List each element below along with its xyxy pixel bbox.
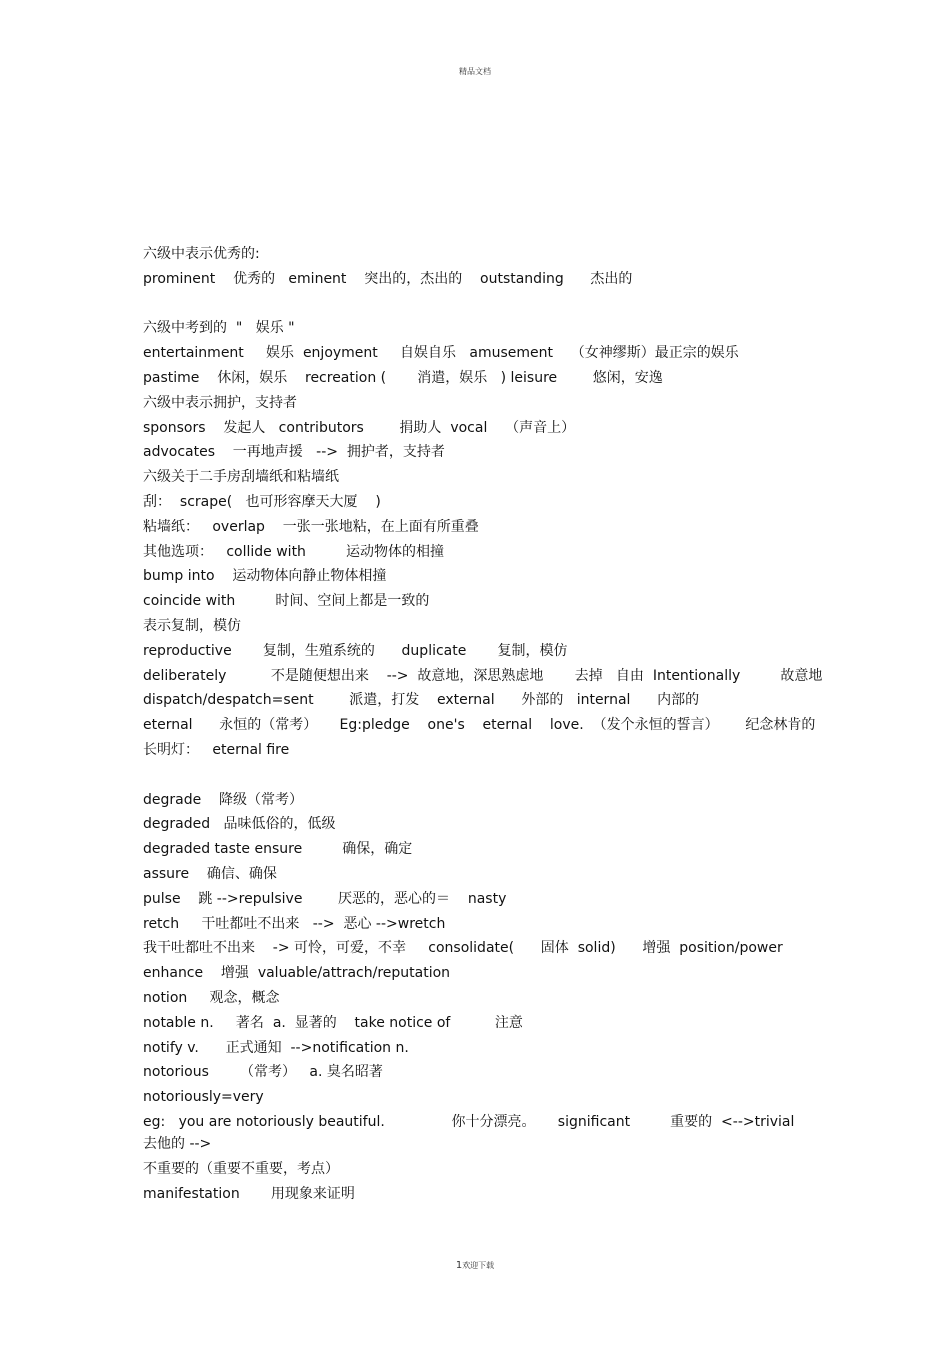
text-line: 六级关于二手房刮墙纸和粘墙纸 xyxy=(143,469,339,486)
text-line: reproductive 复制，生殖系统的 duplicate 复制，模仿 xyxy=(143,642,568,659)
text-line: deliberately 不是随便想出来 --> 故意地，深思熟虑地 去掉 自由 Intentionally 故意地 xyxy=(143,667,823,684)
text-line: bump into 运动物体向静止物体相撞 xyxy=(143,568,387,585)
text-line: 六级中表示拥护，支持者 xyxy=(143,394,297,411)
text-line: 其他选项： collide with 运动物体的相撞 xyxy=(143,543,444,560)
page-header: 精品文档 xyxy=(459,67,491,76)
text-line: notify v. 正式通知 -->notification n. xyxy=(143,1039,409,1056)
text-line: notorious （常考） a. 臭名昭著 xyxy=(143,1064,383,1081)
page-number: 1 xyxy=(455,1260,463,1271)
blank-line xyxy=(143,763,813,788)
text-line: 粘墙纸： overlap 一张一张地粘，在上面有所重叠 xyxy=(143,518,479,535)
text-line: notable n. 著名 a. 显著的 take notice of 注意 xyxy=(143,1014,523,1031)
text-line: notion 观念，概念 xyxy=(143,989,280,1006)
text-line: 刮： scrape( 也可形容摩天大厦 ) xyxy=(143,493,381,510)
footer-text: 欢迎下载 xyxy=(462,1261,495,1270)
text-line: assure 确信、确保 xyxy=(143,865,277,882)
text-line: degraded taste ensure 确保，确定 xyxy=(143,841,413,858)
text-line: 不重要的（重要不重要，考点） xyxy=(143,1160,339,1177)
page-footer xyxy=(0,1260,950,1271)
text-line: 我干吐都吐不出来 -> 可怜，可爱，不幸 consolidate( 固体 solid) 增强 position/power xyxy=(143,940,783,957)
text-line: notoriously=very xyxy=(143,1089,264,1106)
text-line: 六级中表示优秀的: xyxy=(143,246,260,262)
text-line: pastime 休闲，娱乐 recreation ( 消遣，娱乐 ) leisure 悠闲，安逸 xyxy=(143,369,663,386)
text-line: retch 干吐都吐不出来 --> 恶心 -->wretch xyxy=(143,915,446,932)
text-line: degraded 品味低俗的，低级 xyxy=(143,816,336,833)
text-line: degrade 降级（常考） xyxy=(143,791,304,808)
text-line: pulse 跳 -->repulsive 厌恶的，恶心的＝ nasty xyxy=(143,890,507,907)
blank-line xyxy=(143,292,813,317)
text-line: enhance 增强 valuable/attrach/reputation xyxy=(143,965,451,982)
text-line: prominent 优秀的 eminent 突出的，杰出的 outstanding 杰出的 xyxy=(143,270,633,287)
text-line: dispatch/despatch=sent 派遣，打发 external 外部的 internal 内部的 xyxy=(143,692,700,709)
text-line: manifestation 用现象来证明 xyxy=(143,1185,355,1202)
text-line: sponsors 发起人 contributors 捐助人 vocal （声音上） xyxy=(143,419,576,436)
text-line: 长明灯： eternal fire xyxy=(143,741,290,758)
text-line: 表示复制，模仿 xyxy=(143,617,241,634)
text-line: 六级中考到的 " 娱乐 " xyxy=(143,320,295,337)
text-line: entertainment 娱乐 enjoyment 自娱自乐 amusement （女神缪斯）最正宗的娱乐 xyxy=(143,345,739,362)
text-line: advocates 一再地声援 --> 拥护者，支持者 xyxy=(143,444,445,461)
text-line: coincide with 时间、空间上都是一致的 xyxy=(143,593,430,610)
text-line: eg: you are notoriously beautiful. 你十分漂亮。 significant 重要的 <-->trivial 去他的 --> xyxy=(143,1113,839,1152)
text-line: eternal 永恒的（常考） Eg:pledge one's eternal love. （发个永恒的誓言） 纪念林肯的 xyxy=(143,717,816,734)
document-body xyxy=(143,242,839,1206)
